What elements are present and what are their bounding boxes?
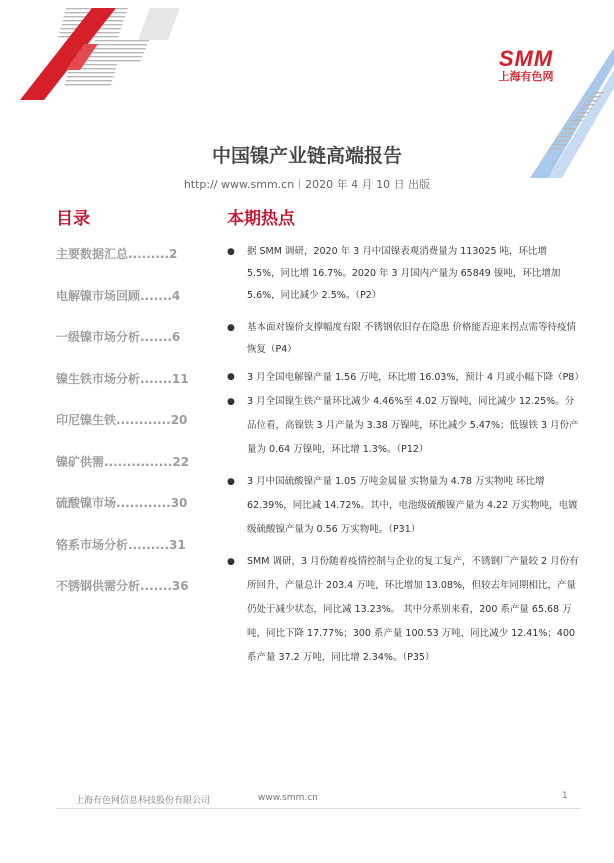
- highlight-item: [227, 390, 583, 462]
- report-title: 中国镍产业链高端报告: [211, 145, 402, 167]
- toc-item[interactable]: 硫酸镍市场............30: [56, 496, 188, 510]
- bullet-icon: ●: [227, 477, 235, 487]
- toc-item[interactable]: 印尼镍生铁............20: [56, 413, 188, 427]
- highlights-list: [227, 241, 583, 670]
- toc-item[interactable]: 电解镍市场回顾.......4: [56, 288, 181, 303]
- highlight-text: 3 月全国镍生铁产量环比减少 4.46%至 4.02 万镍吨，同比减少 12.25%。分品位看，高镍铁 3 月产量为 3.38 万镍吨，环比减少 5.47%；低镍铁 3 月份产量为 0.64 万镍吨，环比增 1.3%。（P12）: [247, 396, 579, 455]
- highlights-heading: 本期热点: [227, 209, 295, 229]
- footer-divider: [56, 808, 581, 809]
- toc-heading: 目录: [56, 209, 90, 229]
- toc-item[interactable]: 镍矿供需...............22: [56, 454, 190, 469]
- highlight-text: 3 月中国硫酸镍产量 1.05 万吨金属量 实物量为 4.78 万实物吨 环比增 62.39%，同比减 14.72%。其中，电池级硫酸镍产量为 4.22 万实物吨，电镀级硫酸镍产量为 0.56 万实物吨。（P31）: [247, 476, 578, 535]
- toc-item[interactable]: 铬系市场分析.........31: [56, 537, 186, 552]
- report-subline: http:// www.smm.cn｜2020 年 4 月 10 日 出版: [183, 178, 431, 191]
- highlight-text: 基本面对镍价支撑幅度有限 不锈钢依旧存在隐患 价格能否迎来拐点需等待疫情恢复（P4）: [247, 322, 577, 355]
- toc-item[interactable]: 主要数据汇总.........2: [56, 247, 178, 261]
- highlight-item: [227, 369, 583, 386]
- table-of-contents: [56, 246, 206, 620]
- toc-item[interactable]: 一级镍市场分析.......6: [56, 330, 181, 344]
- bullet-icon: ●: [227, 247, 235, 257]
- bullet-icon: ●: [227, 323, 235, 333]
- bullet-icon: ●: [227, 397, 235, 407]
- highlight-text: SMM 调研，3 月份随着疫情控制与企业的复工复产，不锈钢厂产量较 2 月份有所回升，产量总计 203.4 万吨，环比增加 13.08%，但较去年同期相比，产量仍处于减少状态，同比减 13.23%。 其中分系别来看，200 系产量 65.68 万吨，同比下降 17.77%；300 系产量 100.53 万吨，同比减少 12.41%；400 系产量 37.2 万吨，同比增 2.34%。（P35）: [247, 556, 579, 663]
- bullet-icon: ●: [227, 557, 235, 567]
- toc-item[interactable]: 镍生铁市场分析.......11: [56, 371, 189, 386]
- stripe-block-mid: [86, 38, 150, 62]
- bullet-icon: ●: [227, 372, 235, 382]
- highlight-text: 3 月全国电解镍产量 1.56 万吨，环比增 16.03%，预计 4 月或小幅下降（P8）: [247, 372, 584, 383]
- highlight-item: [227, 241, 583, 307]
- logo-subtitle: 上海有色网: [498, 70, 554, 83]
- highlight-item: [227, 550, 583, 670]
- toc-item[interactable]: 不锈钢供需分析.......36: [56, 579, 189, 593]
- footer-site[interactable]: www.smm.cn: [258, 793, 318, 803]
- page-number: 1: [562, 791, 568, 801]
- footer-company: 上海有色网信息科技股份有限公司: [75, 796, 211, 806]
- highlight-text: 据 SMM 调研，2020 年 3 月中国镍表观消费量为 113025 吨，环比增 5.5%，同比增 16.7%。2020 年 3 月国内产量为 65849 镍吨，环比增加 5.6%，同比减少 2.5%。（P2）: [247, 246, 561, 301]
- logo-mark: SMM: [498, 46, 554, 71]
- highlight-item: [227, 317, 583, 361]
- highlight-item: [227, 470, 583, 542]
- smm-logo: [491, 48, 561, 84]
